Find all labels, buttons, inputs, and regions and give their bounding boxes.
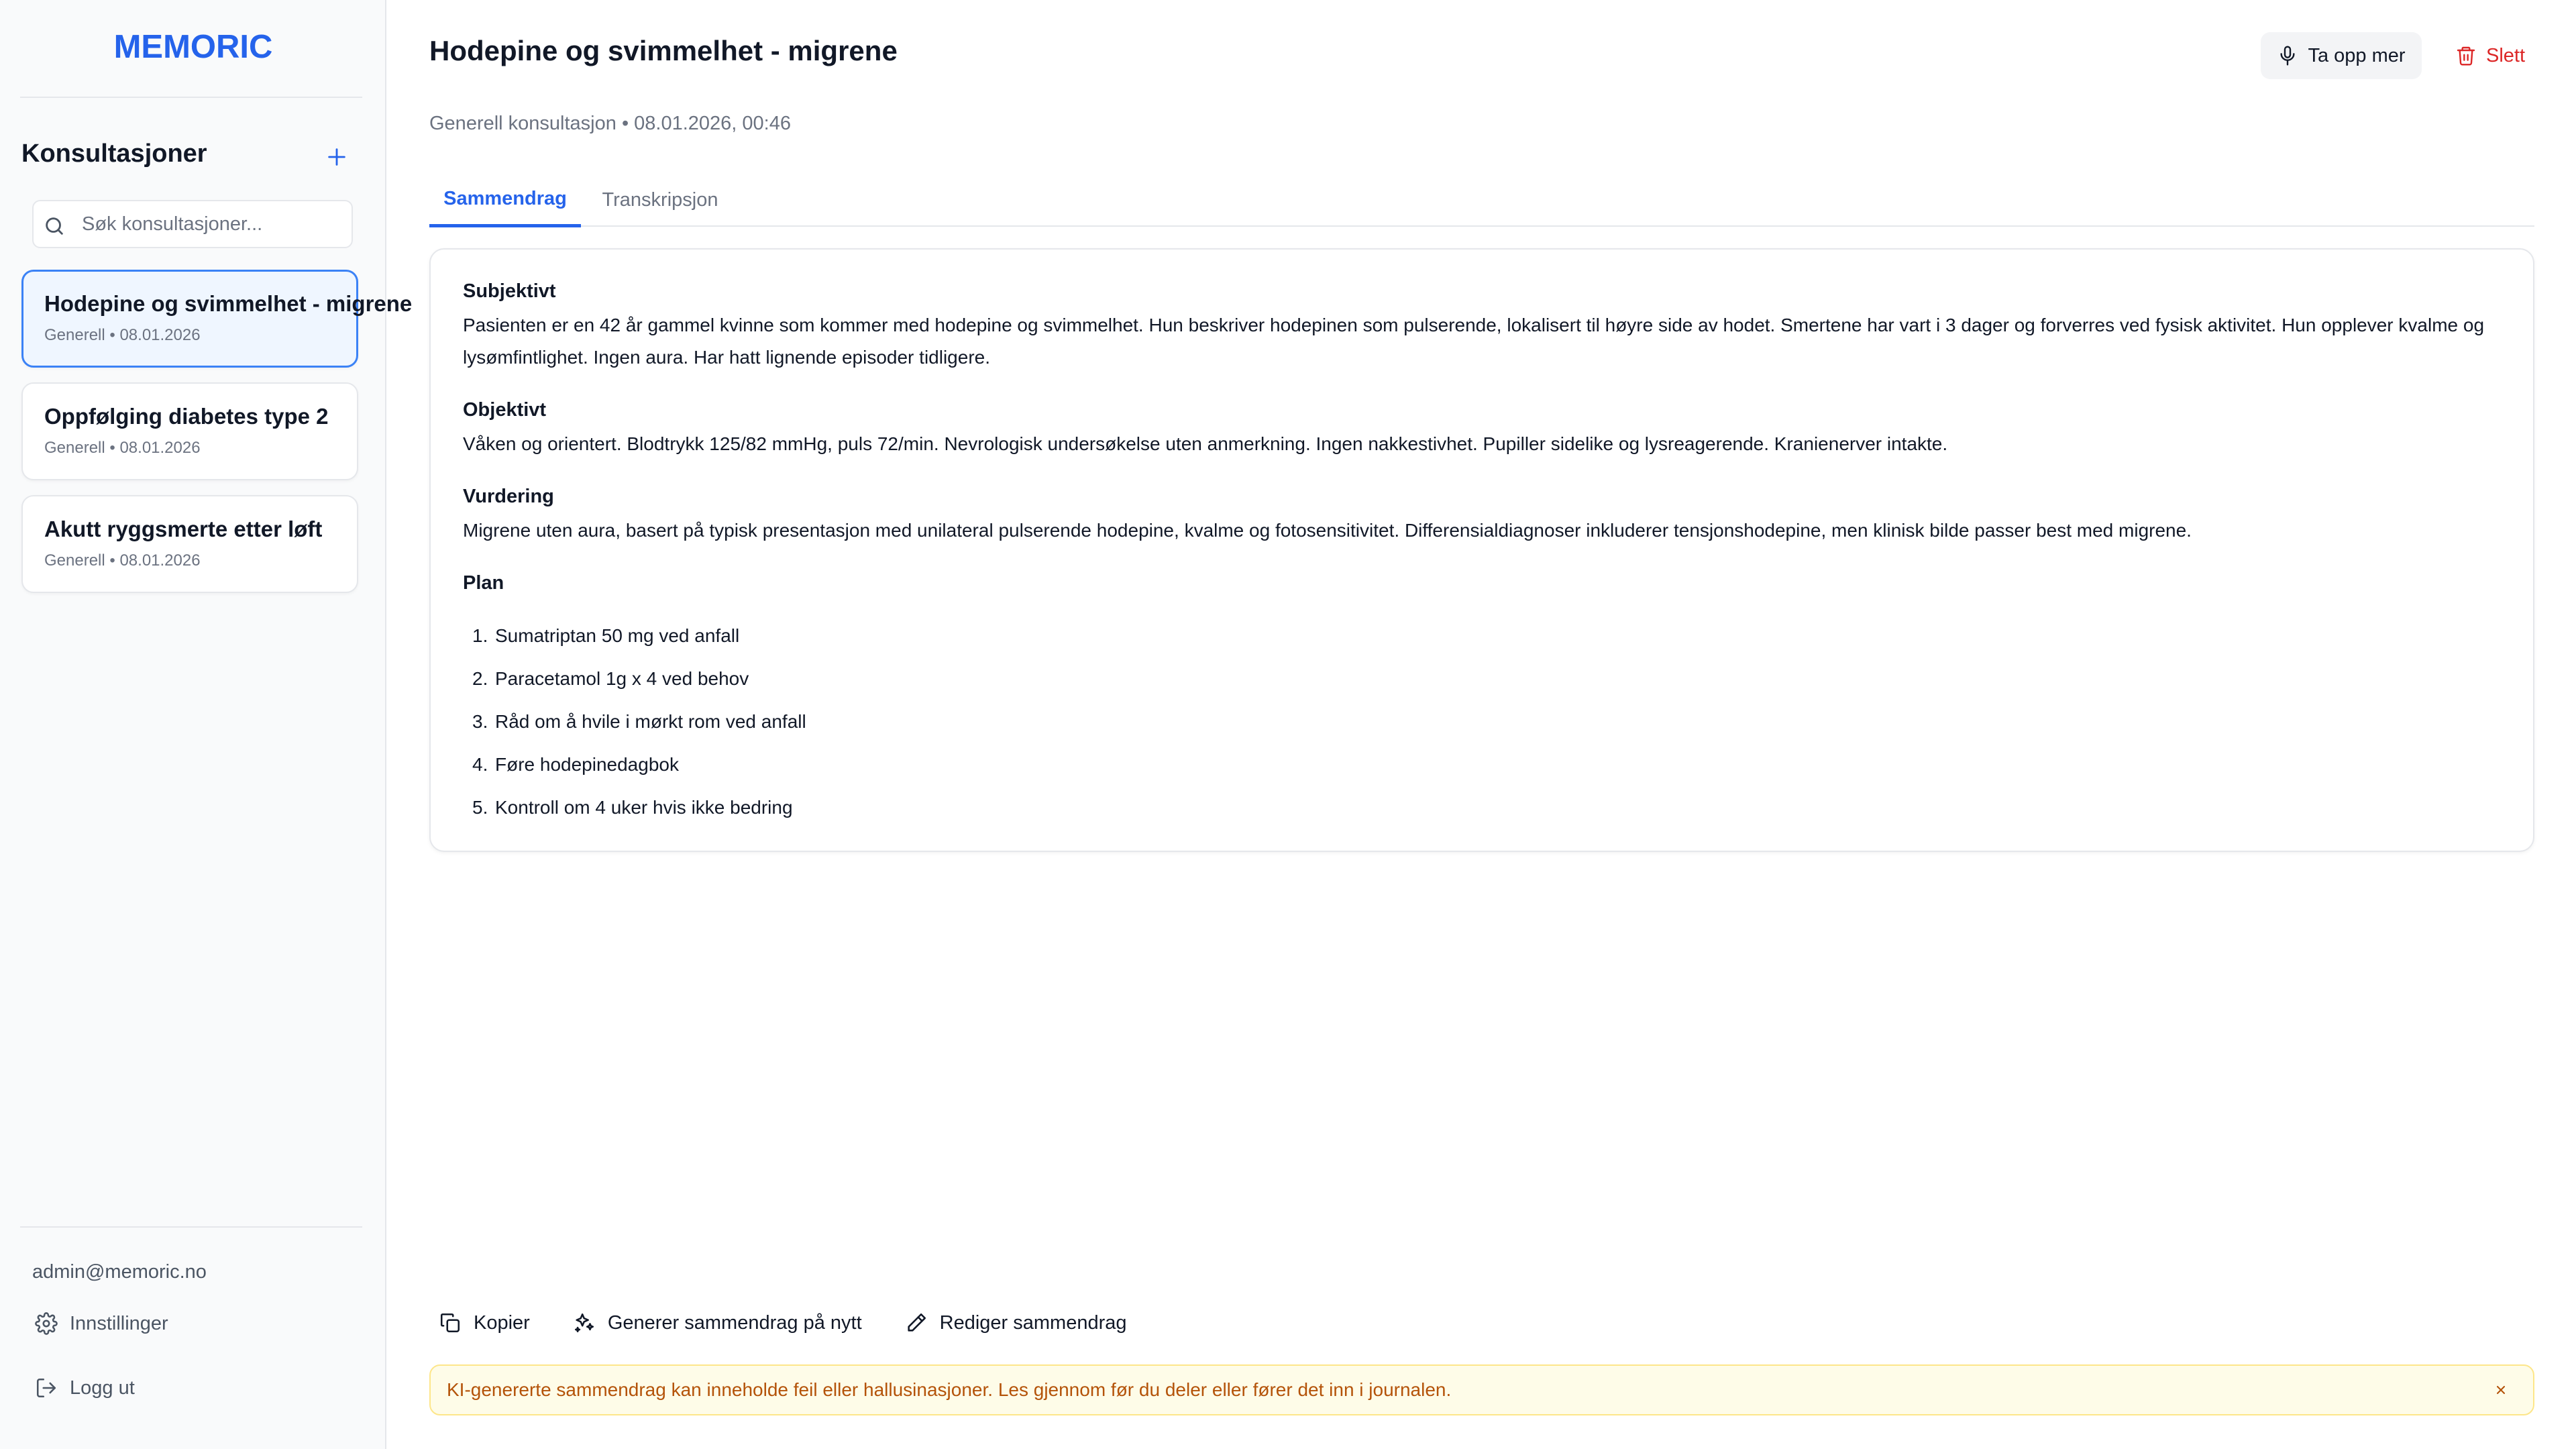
app-logo[interactable]: MEMORIC xyxy=(113,29,273,65)
plan-item-number: 5. xyxy=(472,797,488,818)
copy-button[interactable] xyxy=(439,1311,530,1334)
consultations-heading: Konsultasjoner xyxy=(21,140,207,168)
consultation-item-3[interactable] xyxy=(21,495,358,593)
edit-summary-button[interactable] xyxy=(905,1311,1127,1334)
settings-label: Innstillinger xyxy=(70,1312,168,1334)
plan-item xyxy=(463,786,2501,829)
plan-item-text: Kontroll om 4 uker hvis ikke bedring xyxy=(495,797,793,818)
delete-button[interactable] xyxy=(2443,32,2537,79)
settings-link[interactable] xyxy=(35,1307,168,1340)
sidebar xyxy=(0,0,413,1449)
divider xyxy=(20,1226,362,1228)
regenerate-summary-button[interactable] xyxy=(573,1311,862,1334)
ai-warning-text: KI-genererte sammendrag kan inneholde feil eller hallusinasjoner. Les gjennom før du deler eller fører det inn i journalen. xyxy=(447,1379,1452,1400)
plan-item-number: 2. xyxy=(472,668,488,689)
plan-item xyxy=(463,743,2501,786)
search-field[interactable] xyxy=(32,200,353,248)
consultation-meta: Generell • 08.01.2026 xyxy=(44,326,201,344)
logout-icon xyxy=(35,1377,58,1399)
tab-transcription[interactable]: Transkripsjon xyxy=(602,189,718,211)
gear-icon xyxy=(35,1312,58,1335)
tab-bar xyxy=(429,173,2534,227)
search-input[interactable] xyxy=(82,201,343,247)
plan-item-text: Føre hodepinedagbok xyxy=(495,754,679,775)
plus-icon xyxy=(325,146,348,168)
plan-item-number: 4. xyxy=(472,754,488,775)
plan-item-number: 1. xyxy=(472,625,488,646)
sparkles-icon xyxy=(573,1311,596,1334)
consultation-meta: Generell • 08.01.2026 xyxy=(44,439,201,457)
plan-heading: Plan xyxy=(463,572,504,594)
page-title: Hodepine og svimmelhet - migrene xyxy=(429,35,898,66)
tab-summary[interactable]: Sammendrag xyxy=(429,173,581,227)
microphone-icon xyxy=(2277,45,2298,66)
consultation-item-1[interactable] xyxy=(21,270,413,368)
record-more-button[interactable] xyxy=(2261,32,2422,79)
ai-warning-banner xyxy=(429,1364,2534,1415)
trash-icon xyxy=(2455,45,2477,66)
consultation-title: Akutt ryggsmerte etter løft xyxy=(44,517,323,541)
plan-item-number: 3. xyxy=(472,711,488,732)
edit-summary-label: Rediger sammendrag xyxy=(939,1311,1127,1334)
dismiss-warning-button[interactable] xyxy=(2489,1378,2513,1402)
logout-label: Logg ut xyxy=(70,1377,135,1399)
close-icon xyxy=(2494,1383,2508,1397)
plan-item-text: Råd om å hvile i mørkt rom ved anfall xyxy=(495,711,806,732)
assessment-heading: Vurdering xyxy=(463,486,554,507)
regenerate-summary-label: Generer sammendrag på nytt xyxy=(607,1311,862,1334)
consultation-title: Oppfølging diabetes type 2 xyxy=(44,404,329,429)
summary-actions xyxy=(439,1305,1127,1340)
objective-text: Våken og orientert. Blodtrykk 125/82 mmHg, puls 72/min. Nevrologisk undersøkelse uten anmerkning. Ingen nakkestivhet. Pupiller sidelike og lysreagerende. Kranienerver intakte. xyxy=(463,433,1948,454)
copy-label: Kopier xyxy=(474,1311,530,1334)
main-content xyxy=(388,0,2576,1449)
consultation-title: Hodepine og svimmelhet - migrene xyxy=(44,291,413,316)
divider xyxy=(20,97,362,98)
plan-item xyxy=(463,700,2501,743)
record-more-label: Ta opp mer xyxy=(2308,44,2406,66)
subjective-heading: Subjektivt xyxy=(463,280,556,302)
objective-heading: Objektivt xyxy=(463,399,547,421)
subjective-text: Pasienten er en 42 år gammel kvinne som kommer med hodepine og svimmelhet. Hun beskriver hodepinen som pulserende, lokalisert til høyre side av hodet. Smertene har vart i 3 dager og forverres ved fysisk aktivitet. Hun opplever kvalme og lysømfintlighet. Ingen aura. Har hatt lignende episoder tidligere. xyxy=(463,315,2485,368)
search-icon xyxy=(43,215,66,237)
copy-icon xyxy=(439,1311,462,1334)
delete-label: Slett xyxy=(2485,44,2526,66)
user-email: admin@memoric.no xyxy=(32,1261,207,1283)
plan-item-text: Paracetamol 1g x 4 ved behov xyxy=(495,668,749,689)
summary-card xyxy=(429,248,2534,852)
plan-item xyxy=(463,614,2501,657)
plan-item-text: Sumatriptan 50 mg ved anfall xyxy=(495,625,740,646)
consultation-item-2[interactable] xyxy=(21,382,358,480)
consultation-meta: Generell • 08.01.2026 xyxy=(44,551,201,570)
plan-list xyxy=(463,614,2501,829)
assessment-text: Migrene uten aura, basert på typisk presentasjon med unilateral pulserende hodepine, kvalme og fotosensitivitet. Differensialdiagnoser inkluderer tensjonshodepine, men klinisk bilde passer best med migrene. xyxy=(463,520,2192,541)
plan-item xyxy=(463,657,2501,700)
pencil-icon xyxy=(905,1311,928,1334)
add-consultation-button[interactable] xyxy=(319,140,354,174)
consultation-meta: Generell konsultasjon • 08.01.2026, 00:46 xyxy=(429,113,791,134)
logout-link[interactable] xyxy=(35,1371,135,1405)
